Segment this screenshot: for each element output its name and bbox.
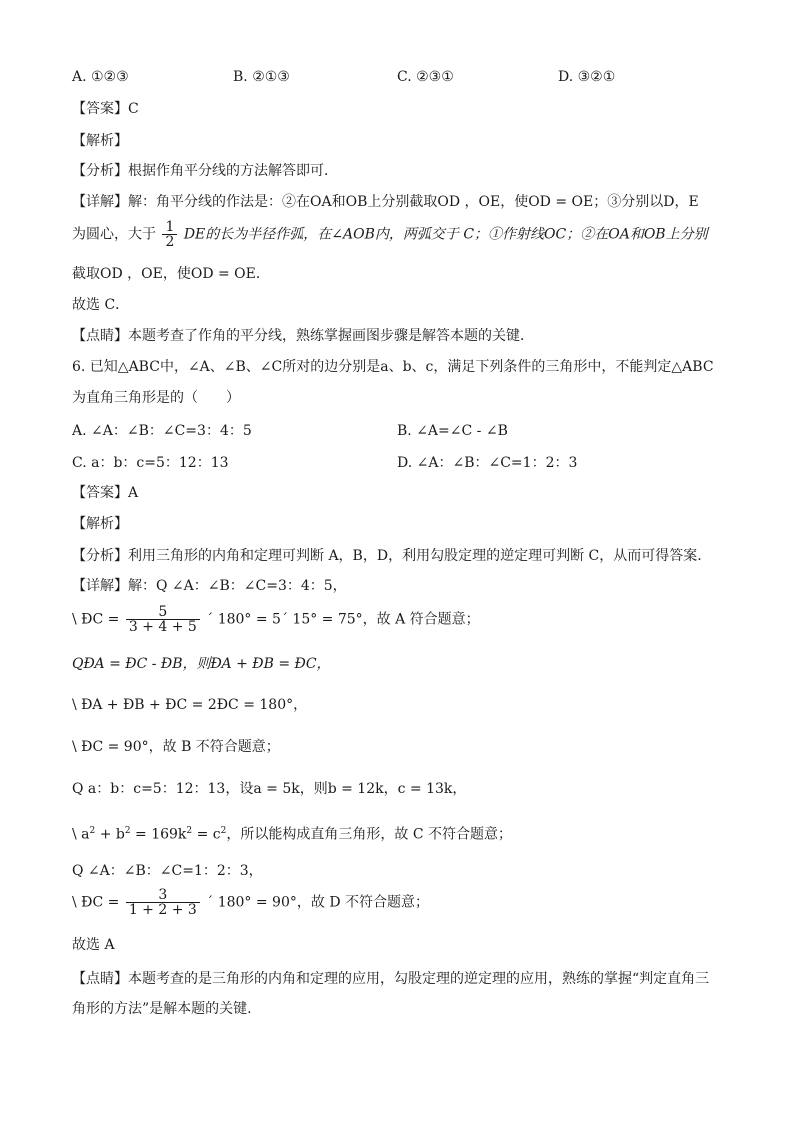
q6-step-9-pre: \ ÐC = <box>72 894 120 911</box>
q6-step-6: Q a：b：c=5：12：13，设a = 5k，则b = 12k，c = 13k， <box>72 781 467 797</box>
q6-jiexi-heading: 【解析】 <box>72 516 128 532</box>
q6-step-2-num: 5 <box>158 604 168 620</box>
q6-step-5: \ ÐC = 90°，故 B 不符合题意； <box>72 739 280 755</box>
q6-step-7-pre: \ a <box>72 826 90 843</box>
q5-conclusion: 故选 C． <box>72 297 130 313</box>
q5-option-d: D. ③②① <box>558 69 616 85</box>
q6-step-4: \ ÐA + ÐB + ÐC = 2ÐC = 180°， <box>72 697 308 713</box>
q6-option-d: D. ∠A：∠B：∠C=1：2：3 <box>397 455 578 471</box>
q6-step-9-fraction <box>126 888 200 917</box>
q6-step-2-fraction <box>126 605 200 634</box>
q5-detail-line-2-post: DE的长为半径作弧，在∠AOB内，两弧交于 C；①作射线OC；②在OA和OB上分别 <box>183 226 708 243</box>
q6-step-8: Q ∠A：∠B：∠C=1：2：3， <box>72 863 263 879</box>
q6-dianjing-line-1: 【点睛】本题考查的是三角形的内角和定理的应用，勾股定理的逆定理的应用，熟练的掌握“判定直角三 <box>72 971 710 987</box>
q6-step-7-sup-3: 2 <box>186 826 193 836</box>
q5-fraction-num: 1 <box>165 219 175 235</box>
q6-step-7-sup-1: 2 <box>89 826 96 836</box>
q5-detail-line-1: 【详解】解：角平分线的作法是：②在OA和OB上分别截取OD ，OE，使OD = OE；③分别以D，E <box>72 194 699 210</box>
q5-analysis: 【分析】根据作角平分线的方法解答即可． <box>72 163 338 179</box>
q6-step-9-den: 1 + 2 + 3 <box>126 902 200 917</box>
q5-jiexi-heading: 【解析】 <box>72 133 128 149</box>
q6-answer: 【答案】A <box>72 485 139 501</box>
q6-step-7-sup-4: 2 <box>220 826 227 836</box>
q6-step-9 <box>72 888 429 917</box>
q6-step-7 <box>72 822 512 844</box>
q6-detail-line-1: 【详解】解：Q ∠A：∠B：∠C=3：4：5， <box>72 578 347 594</box>
q5-detail-line-2 <box>72 220 708 249</box>
q6-step-2-pre: \ ÐC = <box>72 611 120 628</box>
q5-answer: 【答案】C <box>72 101 139 117</box>
q6-stem-line-1: 6. 已知△ABC中，∠A、∠B、∠C所对的边分别是a、b、c，满足下列条件的三角形中，不能判定△ABC <box>72 359 714 375</box>
q6-step-3: QÐA = ÐC - ÐB，则ÐA + ÐB = ÐC， <box>72 656 331 672</box>
q6-option-c: C. a：b：c=5：12：13 <box>72 455 229 471</box>
q6-step-2-den: 3 + 4 + 5 <box>126 619 200 634</box>
q5-option-a: A. ①②③ <box>72 69 129 85</box>
q5-detail-line-3: 截取OD ，OE，使OD = OE． <box>72 266 270 282</box>
q5-detail-line-2-pre: 为圆心，大于 <box>72 226 156 243</box>
q6-conclusion: 故选 A <box>72 937 115 953</box>
q6-step-7-post: ，所以能构成直角三角形，故 C 不符合题意； <box>226 826 512 843</box>
q6-option-b: B. ∠A=∠C - ∠B <box>397 423 508 439</box>
q6-step-2 <box>72 605 480 634</box>
q6-step-2-post: ´ 180° = 5´ 15° = 75°，故 A 符合题意； <box>206 611 480 628</box>
q6-step-7-mid-3: = c <box>192 826 221 843</box>
q6-step-9-post: ´ 180° = 90°，故 D 不符合题意； <box>206 894 429 911</box>
q6-stem-line-2: 为直角三角形是的（ ） <box>72 390 240 406</box>
q6-step-9-num: 3 <box>158 887 168 903</box>
q5-option-c: C. ②③① <box>397 69 454 85</box>
q5-option-b: B. ②①③ <box>233 69 290 85</box>
q6-step-7-sup-2: 2 <box>124 826 131 836</box>
q6-step-7-mid-1: + b <box>95 826 125 843</box>
q6-step-7-mid-2: = 169k <box>130 826 187 843</box>
q6-dianjing-line-2: 角形的方法”是解本题的关键. <box>72 1001 252 1017</box>
q6-option-a: A. ∠A：∠B：∠C=3：4：5 <box>72 423 252 439</box>
q5-fraction-den: 2 <box>162 234 177 249</box>
q6-analysis: 【分析】利用三角形的内角和定理可判断 A，B，D，利用勾股定理的逆定理可判断 C，从而可得答案. <box>72 548 702 564</box>
q5-fraction-half <box>162 220 177 249</box>
q5-dianjing: 【点睛】本题考查了作角的平分线，熟练掌握画图步骤是解答本题的关键． <box>72 328 534 344</box>
